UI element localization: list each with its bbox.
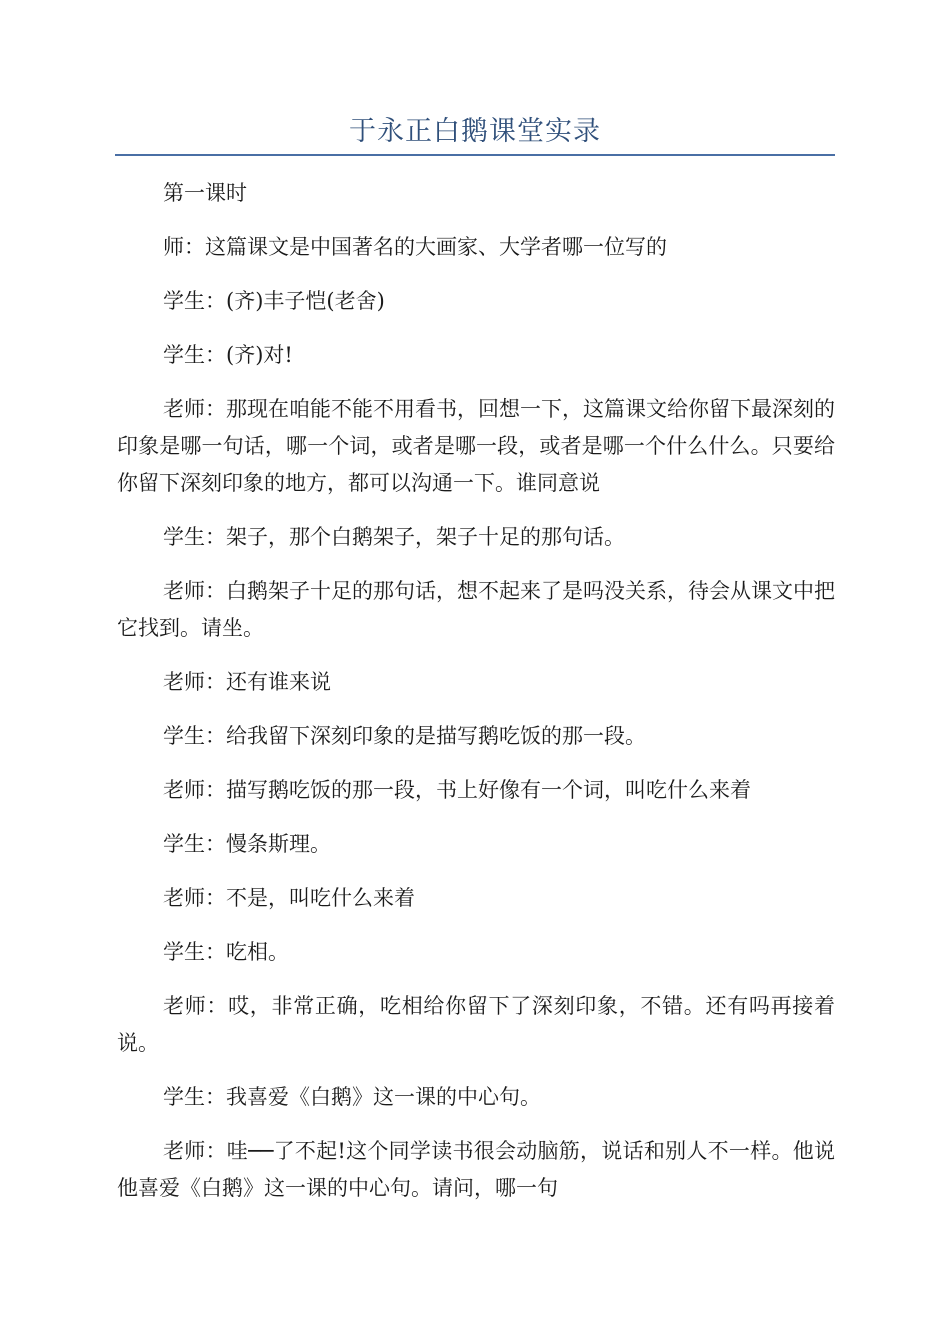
- document-body: [117, 175, 835, 1224]
- title-underline: [115, 154, 835, 156]
- paragraph: 学生：给我留下深刻印象的是描写鹅吃饭的那一段。: [163, 724, 646, 748]
- paragraph: 师：这篇课文是中国著名的大画家、大学者哪一位写的: [163, 235, 667, 259]
- paragraph: 学生：慢条斯理。: [163, 832, 331, 856]
- paragraph: 学生：我喜爱《白鹅》这一课的中心句。: [163, 1085, 541, 1109]
- paragraph: 老师：白鹅架子十足的那句话，想不起来了是吗没关系，待会从课文中把它找到。请坐。: [117, 579, 835, 640]
- paragraph: 学生：吃相。: [163, 940, 289, 964]
- paragraph: 第一课时: [163, 181, 247, 205]
- paragraph: 学生：(齐)对!: [163, 343, 293, 367]
- paragraph: 学生：架子，那个白鹅架子，架子十足的那句话。: [163, 525, 625, 549]
- paragraph: 老师：哎，非常正确，吃相给你留下了深刻印象，不错。还有吗再接着说。: [117, 994, 835, 1055]
- paragraph: 老师：还有谁来说: [163, 670, 331, 694]
- paragraph: 老师：那现在咱能不能不用看书，回想一下，这篇课文给你留下最深刻的印象是哪一句话，哪一个词，或者是哪一段，或者是哪一个什么什么。只要给你留下深刻印象的地方，都可以沟通一下。谁同意说: [117, 397, 835, 495]
- document-title: 于永正白鹅课堂实录: [349, 116, 601, 147]
- paragraph: 老师：描写鹅吃饭的那一段，书上好像有一个词，叫吃什么来着: [163, 778, 751, 802]
- paragraph: 学生：(齐)丰子恺(老舍): [163, 289, 385, 313]
- paragraph: 老师：哇──了不起!这个同学读书很会动脑筋，说话和别人不一样。他说他喜爱《白鹅》这一课的中心句。请问，哪一句: [117, 1139, 835, 1200]
- paragraph: 老师：不是，叫吃什么来着: [163, 886, 415, 910]
